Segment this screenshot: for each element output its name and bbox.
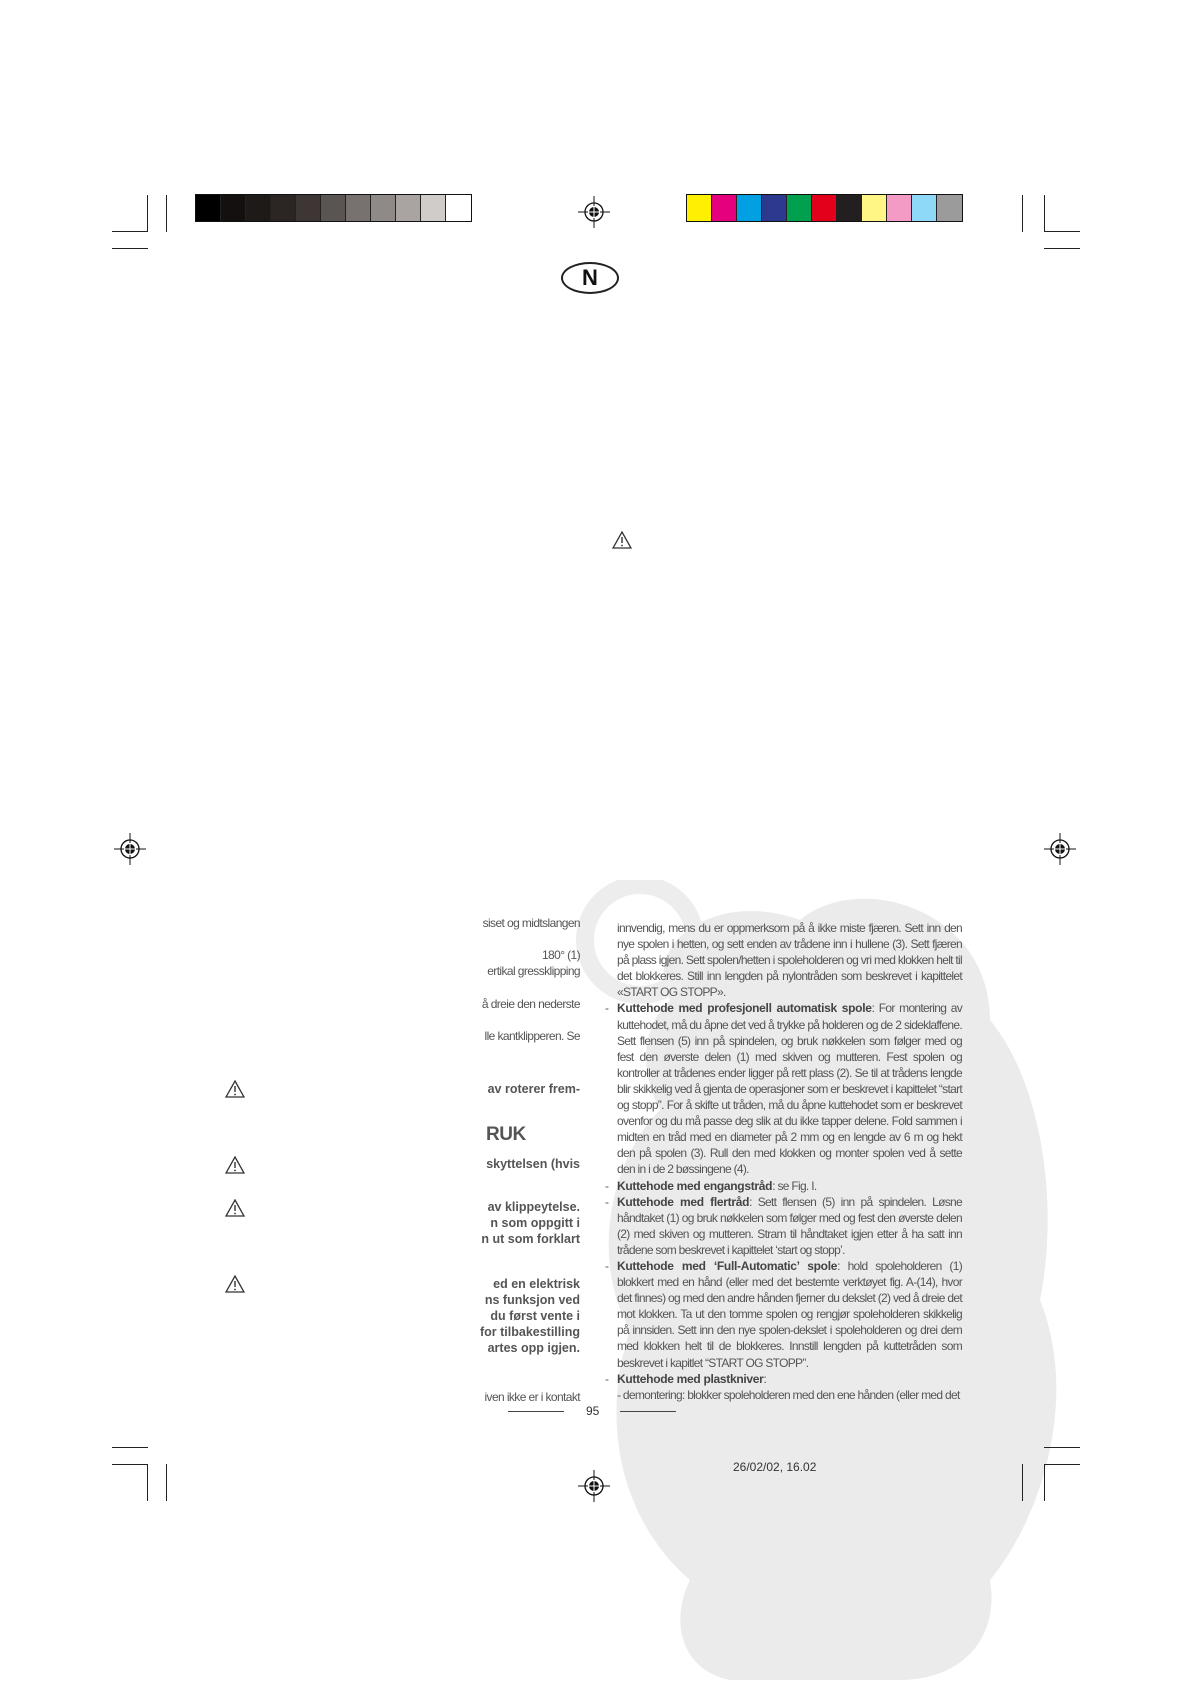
crop-mark [112,1464,148,1465]
page-number-rule [508,1411,564,1412]
registration-mark-icon [578,1470,610,1502]
left-column-line: n ut som forklart [481,1232,580,1246]
list-item-text: : hold spoleholderen (1) blokkert med en hånd (eller med det bestemte verktøyet fig. A-(14), hvor det finnes) og med den andre hånden fjerner du dekslet (2) ved å dreie det mot klokken. Ta ut den tomme spolen og rengjør spoleholderen skikkelig på innsiden. Sett inn den nye spolen-dekslet i spoleholderen og drei dem med klokken helt til de blokkeres. Innstill lengden på kuttetråden som beskrevet i kapitlet “START OG STOPP”. [617,1258,962,1370]
left-column-line: for tilbakestilling [479,1325,580,1339]
crop-mark [1022,1464,1023,1501]
list-item-text: : se Fig. I. [772,1178,817,1193]
page-number: 95 [586,1404,600,1418]
color-swatch [712,195,737,221]
list-item-text: : [763,1371,767,1386]
left-column-line: ns funksjon ved [484,1293,580,1307]
left-column-line: siset og midtslangen [482,916,580,930]
crop-mark [1044,1464,1045,1501]
crop-mark [166,195,167,232]
color-swatch [396,195,421,221]
registration-mark-icon [1044,833,1076,865]
crop-mark [112,1447,148,1448]
registration-mark-icon [114,833,146,865]
color-swatch [271,195,296,221]
color-swatch [912,195,937,221]
crop-mark [112,231,148,232]
crop-mark [1044,248,1080,249]
crop-mark [166,1464,167,1501]
registration-mark-icon [578,196,610,228]
color-swatch [837,195,862,221]
color-swatch [346,195,371,221]
intro-paragraph: innvendig, mens du er oppmerksom på å ikke miste fjæren. Sett inn den nye spolen i hetten, og sett enden av trådene inn i hullene (3). Sett fjæren på plass igjen. Sett spolen/hetten i spoleholderen og vri med klokken helt til det blokkeres. Still inn lengden på nylontråden som beskrevet i kapittelet «START OG STOPP». [617,921,962,1000]
warning-triangle-icon [225,1275,245,1293]
color-swatch [421,195,446,221]
grayscale-calibration-strip [195,194,472,222]
warning-triangle-icon [225,1156,245,1174]
warning-triangle-icon [225,1080,245,1098]
crop-mark [112,248,148,249]
last-line: - demontering: blokker spoleholderen med den ene hånden (eller med det [617,1387,960,1402]
list-item-text: : Sett flensen (5) inn på spindelen. Løsne håndtaket (1) og bruk nøkkelen som følger med og fest den øverste delen (2) med skiven og mutteren. Stram til håndtaket igjen etter å ha satt inn trådene som beskrevet i kapittelet ‘start og stopp’. [617,1194,962,1257]
print-date: 26/02/02, 16.02 [733,1460,817,1474]
language-badge: N [561,262,619,294]
crop-mark [147,1464,148,1501]
color-swatch [246,195,271,221]
left-column-line: ertikal gressklipping [487,964,580,978]
left-column-line: n som oppgitt i [490,1216,580,1230]
color-swatch [321,195,346,221]
crop-mark [147,195,148,232]
right-column-text [605,920,963,1403]
left-column-line: lle kantklipperen. Se [484,1029,580,1043]
section-heading: RUK [486,1124,526,1145]
color-swatch [862,195,887,221]
crop-mark [1044,1447,1080,1448]
color-swatch [812,195,837,221]
list-item-title: Kuttehode med flertråd [617,1194,750,1209]
left-column-line: iven ikke er i kontakt [484,1390,580,1404]
color-swatch [687,195,712,221]
list-item: - Kuttehode med flertråd: Sett flensen (5) inn på spindelen. Løsne håndtaket (1) og bruk nøkkelen som følger med og fest den øverste delen (2) med skiven og mutteren. Stram til håndtaket igjen etter å ha satt inn trådene som beskrevet i kapittelet ‘start og stopp’. [605,1194,962,1257]
color-swatch [887,195,912,221]
list-item: - Kuttehode med plastkniver: [605,1371,767,1386]
color-calibration-strip [686,194,963,222]
list-item-title: Kuttehode med ‘Full-Automatic’ spole [617,1258,838,1273]
color-swatch [937,195,962,221]
color-swatch [371,195,396,221]
crop-mark [1044,195,1045,232]
page-number-rule [620,1411,676,1412]
color-swatch [221,195,246,221]
left-column-line: artes opp igjen. [487,1341,580,1355]
left-column-line: av klippeytelse. [487,1200,580,1214]
color-swatch [762,195,787,221]
left-column-line: av roterer frem- [487,1082,580,1096]
list-item: - Kuttehode med engangstråd: se Fig. I. [605,1178,817,1193]
color-swatch [296,195,321,221]
list-item-title: Kuttehode med profesjonell automatisk spole [617,1001,872,1016]
list-item: - Kuttehode med profesjonell automatisk spole: For montering av kuttehodet, må du åpne det ved å trykke på holderen og de 2 sideklaffene. Sett flensen (5) inn på spindelen, og bruk nøkkelen som følger med og fest den øverste delen (1) med skiven og mutteren. Fest spolen og kontroller at trådenes ender ligger på rett plass (2). Se til at trådens lengde blir skikkelig ved å gjenta de operasjoner som er beskrevet i kapittelet “start og stopp”. For å skifte ut tråden, må du åpne kuttehodet som er beskrevet ovenfor og du må passe deg slik at du ikke tapper delene. Fold sammen i midten en tråd med en diameter på 2 mm og en lengde av 6 m og hekt den på spolen (3). Rull den med klokken og monter spolen ved å sette den in i de 2 bøssingene (4). [605,1001,963,1177]
list-item-text: : For montering av kuttehodet, må du åpne det ved å trykke på holderen og de 2 sideklaffene. Sett flensen (5) inn på spindelen, og bruk nøkkelen som følger med og fest den øverste delen (1) med skiven og mutteren. Fest spolen og kontroller at trådenes ender ligger på rett plass (2). Se til at trådens lengde blir skikkelig ved å gjenta de operasjoner som er beskrevet i kapittelet “start og stopp”. For å skifte ut tråden, må du åpne kuttehodet som er beskrevet ovenfor og du må passe deg slik at du ikke tapper delene. Fold sammen i midten en tråd med en diameter på 2 mm og en lengde av 6 m og hekt den på spolen (3). Rull den med klokken og monter spolen ved å sette den in i de 2 bøssingene (4). [617,1001,963,1177]
left-column-line: 180° (1) [541,948,580,962]
left-column-line: skyttelsen (hvis [486,1157,580,1171]
color-swatch [787,195,812,221]
color-swatch [737,195,762,221]
left-column-line: ed en elektrisk [493,1277,580,1291]
warning-triangle-icon [612,531,632,549]
color-swatch [196,195,221,221]
crop-mark [1044,1464,1080,1465]
warning-triangle-icon [225,1199,245,1217]
list-item-title: Kuttehode med engangstråd [617,1178,773,1193]
list-item: - Kuttehode med ‘Full-Automatic’ spole: hold spoleholderen (1) blokkert med en hånd (eller med det bestemte verktøyet fig. A-(14), hvor det finnes) og med den andre hånden fjerner du dekslet (2) ved å dreie det mot klokken. Ta ut den tomme spolen og rengjør spoleholderen skikkelig på innsiden. Sett inn den nye spolen-dekslet i spoleholderen og drei dem med klokken helt til de blokkeres. Innstill lengden på kuttetråden som beskrevet i kapitlet “START OG STOPP”. [605,1258,962,1370]
crop-mark [1022,195,1023,232]
color-swatch [446,195,471,221]
list-item-title: Kuttehode med plastkniver [617,1371,764,1386]
left-column-line: å dreie den nederste [481,997,580,1011]
crop-mark [1044,231,1080,232]
left-column-line: du først vente i [490,1309,580,1323]
